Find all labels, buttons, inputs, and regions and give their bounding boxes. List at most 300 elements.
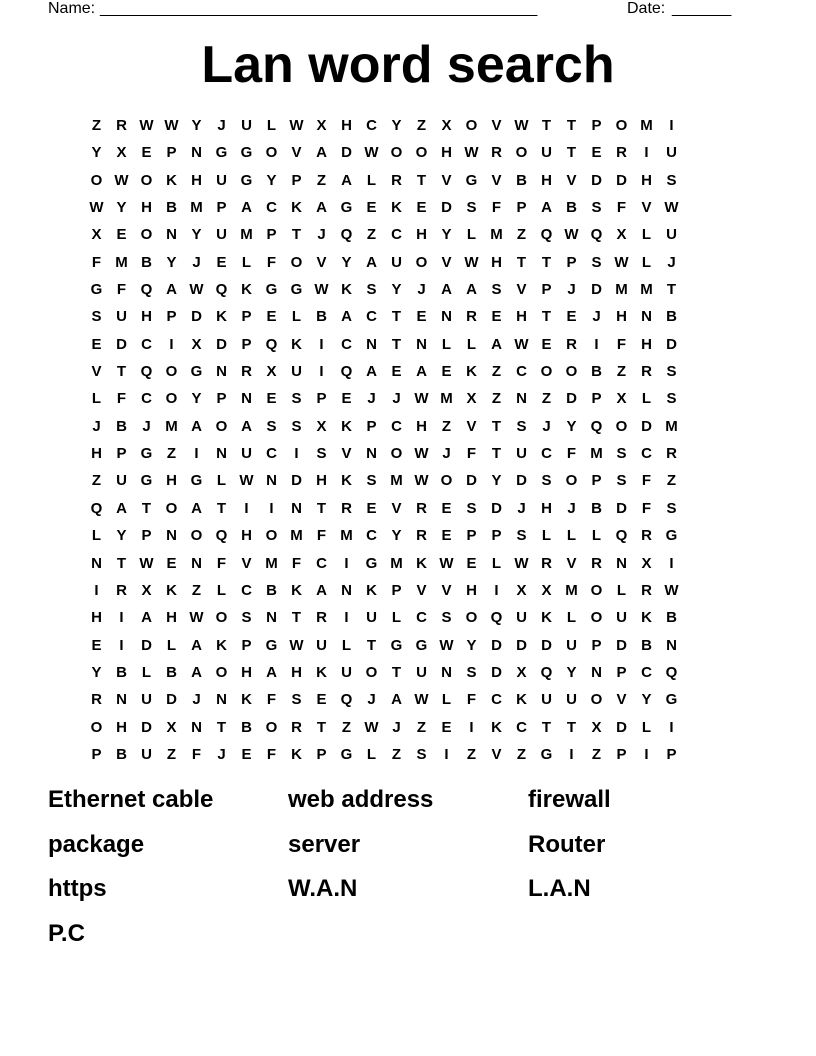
- grid-letter[interactable]: C: [266, 445, 277, 463]
- grid-letter[interactable]: O: [515, 144, 528, 162]
- grid-letter[interactable]: X: [616, 390, 627, 408]
- grid-letter[interactable]: R: [616, 144, 627, 162]
- grid-letter[interactable]: S: [241, 609, 252, 627]
- grid-letter[interactable]: I: [594, 335, 599, 353]
- grid-letter[interactable]: I: [319, 363, 324, 381]
- grid-letter[interactable]: I: [669, 718, 674, 736]
- grid-letter[interactable]: G: [340, 745, 353, 763]
- grid-letter[interactable]: C: [316, 554, 327, 572]
- grid-letter[interactable]: G: [140, 472, 153, 490]
- grid-letter[interactable]: W: [664, 581, 679, 599]
- grid-letter[interactable]: G: [415, 636, 428, 654]
- grid-letter[interactable]: E: [91, 335, 102, 353]
- grid-letter[interactable]: N: [191, 144, 202, 162]
- grid-letter[interactable]: T: [316, 718, 327, 736]
- grid-letter[interactable]: T: [666, 281, 677, 299]
- grid-letter[interactable]: H: [416, 417, 427, 435]
- grid-letter[interactable]: Q: [140, 363, 153, 381]
- grid-letter[interactable]: I: [119, 609, 124, 627]
- grid-letter[interactable]: D: [591, 171, 602, 189]
- grid-letter[interactable]: L: [641, 253, 652, 271]
- grid-letter[interactable]: P: [466, 527, 477, 545]
- grid-letter[interactable]: L: [466, 226, 477, 244]
- grid-letter[interactable]: O: [540, 363, 553, 381]
- grid-letter[interactable]: H: [516, 308, 527, 326]
- grid-letter[interactable]: K: [216, 308, 227, 326]
- grid-letter[interactable]: W: [164, 117, 179, 134]
- grid-letter[interactable]: S: [366, 281, 377, 299]
- grid-letter[interactable]: S: [616, 445, 627, 463]
- grid-letter[interactable]: R: [641, 581, 652, 599]
- grid-letter[interactable]: M: [165, 417, 178, 435]
- grid-letter[interactable]: A: [241, 199, 252, 217]
- grid-letter[interactable]: W: [189, 609, 204, 627]
- grid-letter[interactable]: Y: [116, 527, 127, 545]
- grid-letter[interactable]: N: [166, 226, 177, 244]
- grid-letter[interactable]: S: [291, 390, 302, 408]
- grid-letter[interactable]: A: [366, 253, 377, 271]
- grid-letter[interactable]: H: [541, 499, 552, 517]
- grid-letter[interactable]: O: [440, 472, 453, 490]
- grid-letter[interactable]: L: [391, 609, 402, 627]
- grid-letter[interactable]: O: [215, 417, 228, 435]
- grid-letter[interactable]: Q: [265, 335, 278, 353]
- grid-letter[interactable]: E: [91, 636, 102, 654]
- grid-letter[interactable]: M: [440, 390, 453, 408]
- grid-letter[interactable]: C: [366, 117, 377, 134]
- grid-letter[interactable]: D: [641, 417, 652, 435]
- grid-letter[interactable]: E: [416, 308, 427, 326]
- grid-letter[interactable]: P: [391, 581, 402, 599]
- grid-letter[interactable]: D: [616, 171, 627, 189]
- grid-letter[interactable]: R: [541, 554, 552, 572]
- grid-letter[interactable]: C: [516, 363, 527, 381]
- grid-letter[interactable]: Y: [466, 636, 477, 654]
- grid-letter[interactable]: G: [190, 363, 203, 381]
- grid-letter[interactable]: V: [466, 417, 477, 435]
- grid-letter[interactable]: R: [341, 499, 352, 517]
- grid-letter[interactable]: O: [215, 663, 228, 681]
- grid-letter[interactable]: B: [266, 581, 277, 599]
- grid-letter[interactable]: A: [341, 308, 352, 326]
- grid-letter[interactable]: L: [141, 663, 152, 681]
- grid-letter[interactable]: K: [166, 581, 177, 599]
- grid-letter[interactable]: R: [416, 527, 427, 545]
- grid-letter[interactable]: N: [216, 363, 227, 381]
- grid-letter[interactable]: I: [644, 144, 649, 162]
- grid-letter[interactable]: S: [316, 445, 327, 463]
- grid-letter[interactable]: K: [391, 199, 402, 217]
- grid-letter[interactable]: S: [91, 308, 102, 326]
- grid-letter[interactable]: V: [316, 253, 327, 271]
- grid-letter[interactable]: H: [491, 253, 502, 271]
- grid-letter[interactable]: U: [366, 609, 377, 627]
- grid-letter[interactable]: H: [241, 527, 252, 545]
- grid-letter[interactable]: U: [666, 226, 677, 244]
- grid-letter[interactable]: O: [165, 499, 178, 517]
- grid-letter[interactable]: U: [216, 226, 227, 244]
- grid-letter[interactable]: S: [491, 281, 502, 299]
- grid-letter[interactable]: L: [641, 226, 652, 244]
- grid-letter[interactable]: I: [269, 499, 274, 517]
- grid-letter[interactable]: N: [616, 554, 627, 572]
- grid-letter[interactable]: L: [216, 581, 227, 599]
- grid-letter[interactable]: L: [291, 308, 302, 326]
- grid-letter[interactable]: W: [89, 199, 104, 217]
- grid-letter[interactable]: M: [265, 554, 278, 572]
- grid-letter[interactable]: M: [115, 253, 128, 271]
- grid-letter[interactable]: I: [294, 445, 299, 463]
- grid-letter[interactable]: P: [616, 663, 627, 681]
- grid-letter[interactable]: F: [641, 499, 652, 517]
- grid-letter[interactable]: M: [390, 472, 403, 490]
- grid-letter[interactable]: D: [166, 691, 177, 709]
- grid-letter[interactable]: R: [91, 691, 102, 709]
- grid-letter[interactable]: Y: [166, 253, 177, 271]
- grid-letter[interactable]: P: [241, 636, 252, 654]
- grid-letter[interactable]: D: [516, 472, 527, 490]
- grid-letter[interactable]: L: [241, 253, 252, 271]
- name-blank-line[interactable]: ____________________________________________________: [100, 0, 537, 17]
- grid-letter[interactable]: Y: [191, 390, 202, 408]
- grid-letter[interactable]: O: [140, 171, 153, 189]
- grid-letter[interactable]: G: [365, 554, 378, 572]
- grid-letter[interactable]: K: [416, 554, 427, 572]
- grid-letter[interactable]: T: [491, 445, 502, 463]
- grid-letter[interactable]: G: [90, 281, 103, 299]
- grid-letter[interactable]: X: [141, 581, 152, 599]
- grid-letter[interactable]: C: [391, 417, 402, 435]
- grid-letter[interactable]: B: [166, 663, 177, 681]
- grid-letter[interactable]: L: [466, 335, 477, 353]
- grid-letter[interactable]: T: [566, 144, 577, 162]
- grid-letter[interactable]: N: [366, 335, 377, 353]
- grid-letter[interactable]: F: [616, 335, 627, 353]
- grid-letter[interactable]: J: [367, 390, 376, 408]
- grid-letter[interactable]: Q: [90, 499, 103, 517]
- grid-letter[interactable]: W: [414, 472, 429, 490]
- grid-letter[interactable]: P: [216, 199, 227, 217]
- grid-letter[interactable]: N: [191, 718, 202, 736]
- grid-letter[interactable]: E: [441, 527, 452, 545]
- grid-letter[interactable]: H: [91, 609, 102, 627]
- grid-letter[interactable]: L: [366, 171, 377, 189]
- grid-letter[interactable]: Q: [340, 363, 353, 381]
- grid-letter[interactable]: O: [365, 663, 378, 681]
- grid-letter[interactable]: Y: [391, 281, 402, 299]
- grid-letter[interactable]: C: [391, 226, 402, 244]
- grid-letter[interactable]: Y: [441, 226, 452, 244]
- grid-letter[interactable]: I: [444, 745, 449, 763]
- grid-letter[interactable]: D: [491, 663, 502, 681]
- grid-letter[interactable]: E: [241, 745, 252, 763]
- grid-letter[interactable]: T: [216, 718, 227, 736]
- grid-letter[interactable]: V: [566, 554, 577, 572]
- grid-letter[interactable]: A: [541, 199, 552, 217]
- grid-letter[interactable]: O: [465, 609, 478, 627]
- grid-letter[interactable]: P: [591, 117, 602, 134]
- grid-letter[interactable]: P: [316, 390, 327, 408]
- grid-letter[interactable]: F: [91, 253, 102, 271]
- grid-letter[interactable]: H: [291, 663, 302, 681]
- grid-letter[interactable]: U: [341, 663, 352, 681]
- grid-letter[interactable]: D: [491, 499, 502, 517]
- grid-letter[interactable]: B: [591, 363, 602, 381]
- grid-letter[interactable]: P: [591, 390, 602, 408]
- grid-letter[interactable]: Y: [566, 417, 577, 435]
- grid-letter[interactable]: H: [416, 226, 427, 244]
- grid-letter[interactable]: X: [591, 718, 602, 736]
- grid-letter[interactable]: M: [390, 554, 403, 572]
- grid-letter[interactable]: L: [266, 117, 277, 134]
- grid-letter[interactable]: M: [640, 281, 653, 299]
- grid-letter[interactable]: P: [491, 527, 502, 545]
- grid-letter[interactable]: F: [266, 253, 277, 271]
- grid-letter[interactable]: D: [516, 636, 527, 654]
- grid-letter[interactable]: S: [466, 199, 477, 217]
- grid-letter[interactable]: J: [217, 117, 226, 134]
- grid-letter[interactable]: E: [541, 335, 552, 353]
- grid-letter[interactable]: Z: [441, 417, 452, 435]
- grid-letter[interactable]: J: [667, 253, 676, 271]
- grid-letter[interactable]: E: [141, 144, 152, 162]
- grid-letter[interactable]: R: [591, 554, 602, 572]
- grid-letter[interactable]: N: [266, 472, 277, 490]
- grid-letter[interactable]: Q: [615, 527, 628, 545]
- grid-letter[interactable]: L: [566, 609, 577, 627]
- grid-letter[interactable]: R: [491, 144, 502, 162]
- grid-letter[interactable]: I: [119, 636, 124, 654]
- grid-letter[interactable]: D: [616, 718, 627, 736]
- grid-letter[interactable]: F: [641, 472, 652, 490]
- grid-letter[interactable]: X: [541, 581, 552, 599]
- grid-letter[interactable]: P: [141, 527, 152, 545]
- grid-letter[interactable]: N: [666, 636, 677, 654]
- grid-letter[interactable]: L: [541, 527, 552, 545]
- grid-letter[interactable]: L: [366, 745, 377, 763]
- grid-letter[interactable]: A: [191, 417, 202, 435]
- grid-letter[interactable]: K: [291, 335, 302, 353]
- grid-letter[interactable]: W: [564, 226, 579, 244]
- grid-letter[interactable]: H: [191, 171, 202, 189]
- grid-letter[interactable]: D: [141, 718, 152, 736]
- grid-letter[interactable]: U: [116, 472, 127, 490]
- grid-letter[interactable]: O: [565, 363, 578, 381]
- grid-letter[interactable]: J: [417, 281, 426, 299]
- grid-letter[interactable]: O: [590, 609, 603, 627]
- grid-letter[interactable]: D: [216, 335, 227, 353]
- grid-letter[interactable]: O: [590, 581, 603, 599]
- grid-letter[interactable]: F: [616, 199, 627, 217]
- grid-letter[interactable]: E: [441, 499, 452, 517]
- grid-letter[interactable]: J: [392, 390, 401, 408]
- grid-letter[interactable]: Q: [215, 281, 228, 299]
- grid-letter[interactable]: Z: [541, 390, 552, 408]
- grid-letter[interactable]: L: [641, 718, 652, 736]
- grid-letter[interactable]: H: [91, 445, 102, 463]
- grid-letter[interactable]: G: [340, 199, 353, 217]
- grid-letter[interactable]: Q: [340, 691, 353, 709]
- grid-letter[interactable]: U: [616, 609, 627, 627]
- grid-letter[interactable]: Z: [91, 472, 102, 490]
- grid-letter[interactable]: D: [116, 335, 127, 353]
- grid-letter[interactable]: R: [416, 499, 427, 517]
- grid-letter[interactable]: B: [566, 199, 577, 217]
- grid-letter[interactable]: N: [166, 527, 177, 545]
- grid-letter[interactable]: A: [416, 363, 427, 381]
- grid-letter[interactable]: N: [441, 663, 452, 681]
- grid-letter[interactable]: H: [541, 171, 552, 189]
- grid-letter[interactable]: K: [341, 472, 352, 490]
- grid-letter[interactable]: U: [141, 691, 152, 709]
- grid-letter[interactable]: K: [466, 363, 477, 381]
- grid-letter[interactable]: N: [91, 554, 102, 572]
- grid-letter[interactable]: O: [265, 718, 278, 736]
- grid-letter[interactable]: Z: [666, 472, 677, 490]
- grid-letter[interactable]: E: [441, 718, 452, 736]
- grid-letter[interactable]: D: [466, 472, 477, 490]
- grid-letter[interactable]: E: [466, 554, 477, 572]
- grid-letter[interactable]: G: [265, 281, 278, 299]
- grid-letter[interactable]: A: [391, 691, 402, 709]
- grid-letter[interactable]: T: [366, 636, 377, 654]
- grid-letter[interactable]: H: [116, 718, 127, 736]
- grid-letter[interactable]: L: [91, 390, 102, 408]
- grid-letter[interactable]: R: [241, 363, 252, 381]
- grid-letter[interactable]: D: [541, 636, 552, 654]
- grid-letter[interactable]: W: [439, 636, 454, 654]
- grid-letter[interactable]: Z: [166, 445, 177, 463]
- grid-letter[interactable]: S: [291, 691, 302, 709]
- grid-letter[interactable]: B: [641, 636, 652, 654]
- grid-letter[interactable]: V: [441, 581, 452, 599]
- grid-letter[interactable]: A: [441, 281, 452, 299]
- grid-letter[interactable]: J: [517, 499, 526, 517]
- grid-letter[interactable]: W: [464, 253, 479, 271]
- grid-letter[interactable]: M: [590, 445, 603, 463]
- grid-letter[interactable]: K: [291, 745, 302, 763]
- grid-letter[interactable]: C: [341, 335, 352, 353]
- grid-letter[interactable]: M: [340, 527, 353, 545]
- grid-letter[interactable]: Y: [391, 117, 402, 134]
- grid-letter[interactable]: P: [566, 253, 577, 271]
- grid-letter[interactable]: F: [116, 390, 127, 408]
- grid-letter[interactable]: G: [540, 745, 553, 763]
- grid-letter[interactable]: U: [291, 363, 302, 381]
- grid-letter[interactable]: D: [291, 472, 302, 490]
- grid-letter[interactable]: C: [266, 199, 277, 217]
- grid-letter[interactable]: W: [614, 253, 629, 271]
- grid-letter[interactable]: E: [341, 390, 352, 408]
- grid-letter[interactable]: R: [116, 581, 127, 599]
- grid-letter[interactable]: W: [664, 199, 679, 217]
- grid-letter[interactable]: K: [516, 691, 527, 709]
- grid-letter[interactable]: V: [91, 363, 102, 381]
- grid-letter[interactable]: Y: [341, 253, 352, 271]
- grid-letter[interactable]: S: [541, 472, 552, 490]
- grid-letter[interactable]: G: [665, 527, 678, 545]
- grid-letter[interactable]: I: [669, 117, 674, 134]
- grid-letter[interactable]: Z: [416, 718, 427, 736]
- grid-letter[interactable]: Z: [91, 117, 102, 134]
- grid-letter[interactable]: Y: [91, 144, 102, 162]
- grid-letter[interactable]: C: [541, 445, 552, 463]
- grid-letter[interactable]: U: [391, 253, 402, 271]
- grid-letter[interactable]: Y: [391, 527, 402, 545]
- grid-letter[interactable]: G: [465, 171, 478, 189]
- grid-letter[interactable]: I: [94, 581, 99, 599]
- grid-letter[interactable]: D: [491, 636, 502, 654]
- grid-letter[interactable]: W: [514, 554, 529, 572]
- grid-letter[interactable]: Z: [516, 226, 527, 244]
- grid-letter[interactable]: F: [466, 691, 477, 709]
- grid-letter[interactable]: C: [241, 581, 252, 599]
- grid-letter[interactable]: K: [241, 281, 252, 299]
- grid-letter[interactable]: W: [414, 445, 429, 463]
- grid-letter[interactable]: L: [441, 691, 452, 709]
- grid-letter[interactable]: K: [166, 171, 177, 189]
- grid-letter[interactable]: O: [165, 363, 178, 381]
- grid-letter[interactable]: I: [194, 445, 199, 463]
- grid-letter[interactable]: T: [391, 308, 402, 326]
- grid-letter[interactable]: C: [366, 308, 377, 326]
- grid-letter[interactable]: H: [241, 663, 252, 681]
- grid-letter[interactable]: Z: [491, 390, 502, 408]
- grid-letter[interactable]: E: [266, 308, 277, 326]
- grid-letter[interactable]: F: [266, 745, 277, 763]
- grid-letter[interactable]: P: [591, 636, 602, 654]
- grid-letter[interactable]: W: [414, 390, 429, 408]
- grid-letter[interactable]: D: [616, 499, 627, 517]
- grid-letter[interactable]: V: [641, 199, 652, 217]
- grid-letter[interactable]: O: [265, 144, 278, 162]
- grid-letter[interactable]: U: [541, 144, 552, 162]
- grid-letter[interactable]: M: [565, 581, 578, 599]
- grid-letter[interactable]: N: [116, 691, 127, 709]
- grid-letter[interactable]: N: [241, 390, 252, 408]
- grid-letter[interactable]: J: [317, 226, 326, 244]
- grid-letter[interactable]: L: [591, 527, 602, 545]
- grid-letter[interactable]: S: [666, 171, 677, 189]
- grid-letter[interactable]: S: [416, 745, 427, 763]
- grid-letter[interactable]: K: [641, 609, 652, 627]
- grid-letter[interactable]: K: [491, 718, 502, 736]
- grid-letter[interactable]: A: [366, 363, 377, 381]
- grid-letter[interactable]: B: [241, 718, 252, 736]
- grid-letter[interactable]: Y: [116, 199, 127, 217]
- grid-letter[interactable]: G: [390, 636, 403, 654]
- grid-letter[interactable]: S: [591, 199, 602, 217]
- grid-letter[interactable]: N: [641, 308, 652, 326]
- grid-letter[interactable]: S: [366, 472, 377, 490]
- grid-letter[interactable]: O: [390, 445, 403, 463]
- grid-letter[interactable]: I: [344, 554, 349, 572]
- grid-letter[interactable]: J: [392, 718, 401, 736]
- grid-letter[interactable]: L: [491, 554, 502, 572]
- grid-letter[interactable]: J: [192, 691, 201, 709]
- grid-letter[interactable]: K: [341, 417, 352, 435]
- grid-letter[interactable]: H: [616, 308, 627, 326]
- grid-letter[interactable]: N: [266, 609, 277, 627]
- grid-letter[interactable]: L: [341, 636, 352, 654]
- grid-letter[interactable]: V: [416, 581, 427, 599]
- grid-letter[interactable]: Z: [316, 171, 327, 189]
- grid-letter[interactable]: Z: [491, 363, 502, 381]
- grid-letter[interactable]: A: [191, 499, 202, 517]
- grid-letter[interactable]: I: [569, 745, 574, 763]
- grid-letter[interactable]: W: [514, 335, 529, 353]
- grid-letter[interactable]: R: [316, 609, 327, 627]
